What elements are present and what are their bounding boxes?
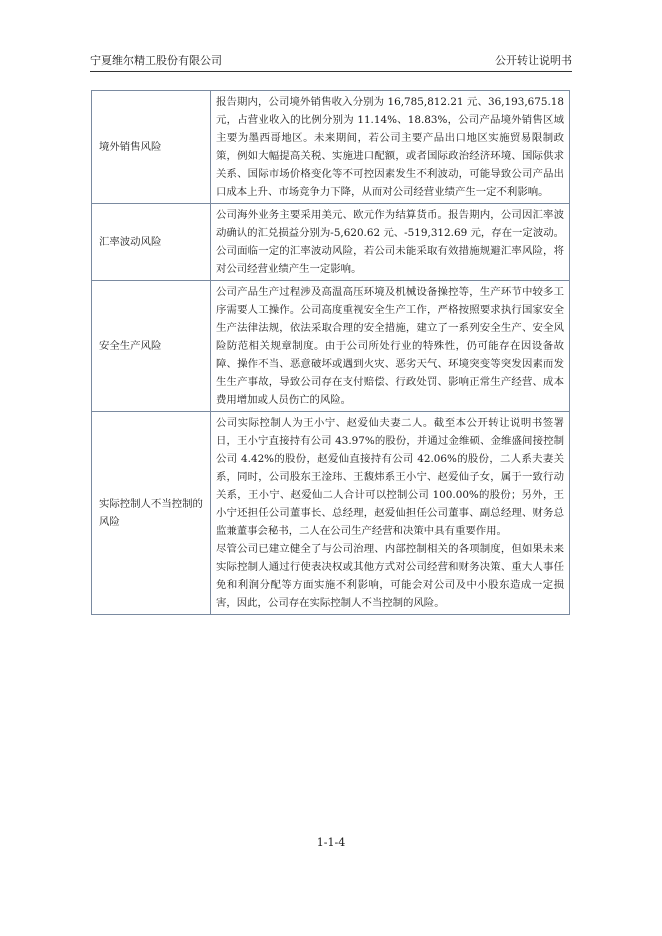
company-name: 宁夏维尔精工股份有限公司 [90, 54, 222, 67]
risk-description [211, 204, 570, 281]
risk-paragraph: 尽管公司已建立健全了与公司治理、内部控制相关的各项制度，但如果未来实际控制人通过行使表决权或其他方式对公司经营和财务决策、重大人事任免和利润分配等方面实施不利影响，可能会对公司及中小股东造成一定损害，因此，公司存在实际控制人不当控制的风险。 [216, 543, 564, 609]
page-header [90, 52, 572, 70]
risk-paragraph: 公司实际控制人为王小宁、赵爱仙夫妻二人。截至本公开转让说明书签署日，王小宁直接持有公司 43.97%的股份，并通过金维硕、金维盛间接控制公司 4.42%的股份，赵爱仙直接持有公司 42.06%的股份，二人系夫妻关系，同时，公司股东王淦玮、王馥炜系王小宁、赵爱仙子女，属于一致行动关系，王小宁、赵爱仙二人合计可以控制公司 100.00%的股份；另外，王小宁还担任公司董事长、总经理，赵爱仙担任公司董事、副总经理、财务总监兼董事会秘书，二人在公司生产经营和决策中具有重要作用。 [216, 417, 564, 537]
page-number: 1-1-4 [316, 836, 346, 849]
table-row [92, 412, 570, 615]
risk-paragraph: 公司产品生产过程涉及高温高压环境及机械设备操控等，生产环节中较多工序需要人工操作。公司高度重视安全生产工作，严格按照要求执行国家安全生产法律法规，依法采取合理的安全措施，建立了一系列安全生产、安全风险防范相关规章制度。由于公司所处行业的特殊性，仍可能存在因设备故障、操作不当、恶意破坏或遇到火灾、恶劣天气、环境突变等突发因素而发生生产事故，导致公司存在支付赔偿、行政处罚、影响正常生产经营、成本费用增加或人员伤亡的风险。 [216, 286, 564, 406]
risk-description [211, 412, 570, 615]
risk-name: 实际控制人不当控制的风险 [92, 412, 211, 615]
table-row [92, 204, 570, 281]
document-title: 公开转让说明书 [495, 54, 572, 67]
risk-description [211, 281, 570, 412]
risk-factors-table [91, 90, 570, 615]
risk-paragraph: 报告期内，公司境外销售收入分别为 16,785,812.21 元、36,193,675.18 元，占营业收入的比例分别为 11.14%、18.83%，公司产品境外销售区域主要为墨西哥地区。未来期间，若公司主要产品出口地区实施贸易限制政策，例如大幅提高关税、实施进口配额，或者国际政治经济环境、国际供求关系、国际市场价格变化等不可控因素发生不利波动，可能导致公司产品出口成本上升、市场竞争力下降，从而对公司经营业绩产生一定不利影响。 [216, 96, 564, 198]
header-divider [90, 71, 572, 72]
table-row [92, 91, 570, 204]
risk-name: 汇率波动风险 [92, 204, 211, 281]
risk-name: 境外销售风险 [92, 91, 211, 204]
table-row [92, 281, 570, 412]
risk-description [211, 91, 570, 204]
risk-name: 安全生产风险 [92, 281, 211, 412]
risk-paragraph: 公司海外业务主要采用美元、欧元作为结算货币。报告期内，公司因汇率波动确认的汇兑损益分别为-5,620.62 元、-519,312.69 元，存在一定波动。公司面临一定的汇率波动风险，若公司未能采取有效措施规避汇率风险，将对公司经营业绩产生一定影响。 [216, 209, 564, 275]
